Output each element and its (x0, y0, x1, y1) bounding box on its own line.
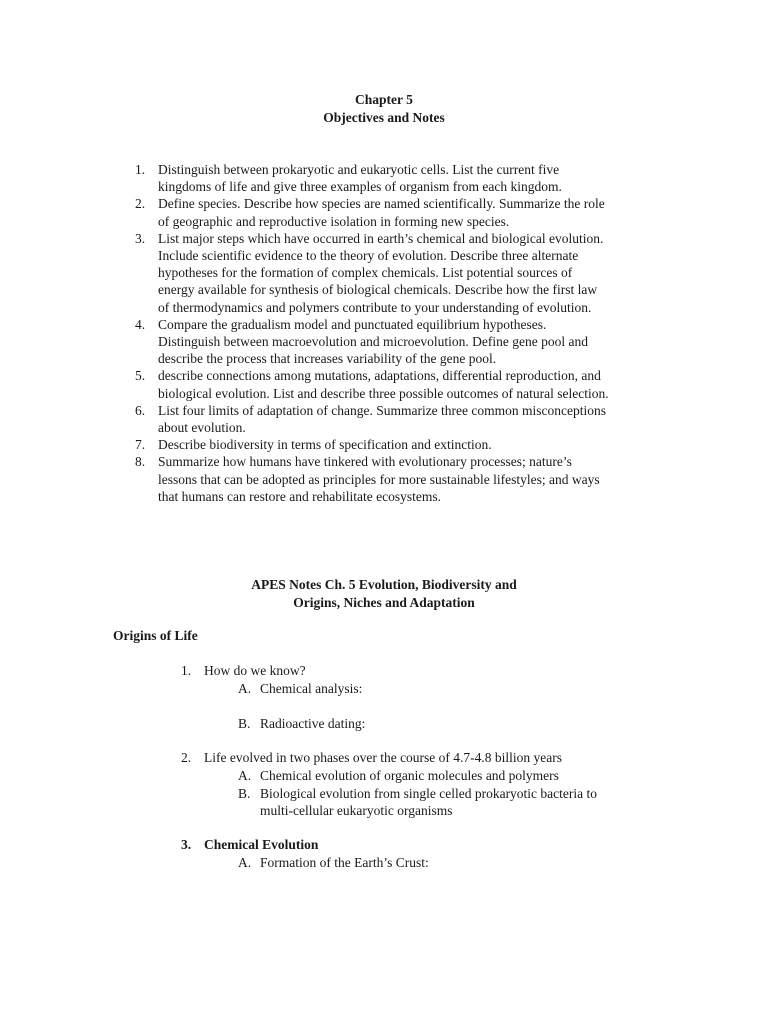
objective-number: 5. (135, 368, 146, 384)
notes-title-line1: APES Notes Ch. 5 Evolution, Biodiversity and (251, 577, 517, 592)
subitem-text: Biological evolution from single celled prokaryotic bacteria to (260, 786, 598, 801)
objective-item (135, 367, 665, 401)
objective-line: Distinguish between prokaryotic and eukaryotic cells. List the current five (158, 162, 560, 177)
objective-number: 1. (135, 162, 146, 177)
objective-item (135, 230, 665, 316)
objective-line: Summarize how humans have tinkered with evolutionary processes; nature’s (158, 454, 572, 470)
subitem-letter: B. (238, 786, 251, 801)
objective-number: 7. (135, 437, 146, 453)
outline-text: Chemical Evolution (204, 837, 319, 852)
objective-item (135, 436, 665, 453)
objective-number: 6. (135, 402, 146, 418)
objective-item (135, 195, 665, 229)
notes-title-line2: Origins, Niches and Adaptation (293, 595, 475, 610)
objective-line: Distinguish between macroevolution and microevolution. Define gene pool and (158, 334, 589, 350)
objectives-list (135, 161, 665, 505)
outline-text: How do we know? (204, 663, 306, 678)
objective-number: 3. (135, 230, 146, 246)
objective-line: energy available for synthesis of biological chemicals. Describe how the first law (158, 282, 598, 298)
chapter-subtitle: Objectives and Notes (323, 110, 445, 125)
objective-number: 4. (135, 316, 146, 332)
objective-line: Define species. Describe how species are named scientifically. Summarize the role (158, 196, 605, 212)
subitem-letter: A. (238, 681, 252, 696)
objective-line: Describe biodiversity in terms of specification and extinction. (158, 437, 492, 453)
section-heading: Origins of Life (113, 628, 198, 643)
objective-number: 2. (135, 196, 146, 212)
objective-line: of thermodynamics and polymers contribute to your understanding of evolution. (158, 299, 592, 315)
objective-line: describe the process that increases variability of the gene pool. (158, 351, 497, 367)
outline-number: 3. (181, 837, 192, 852)
objective-line: List four limits of adaptation of change. Summarize three common misconceptions (158, 402, 607, 418)
objective-line: Include scientific evidence to the theory of evolution. Describe three alternate (158, 248, 579, 264)
subitem-text: Radioactive dating: (260, 716, 366, 731)
outline-text: Life evolved in two phases over the course of 4.7-4.8 billion years (204, 750, 563, 765)
objective-line: lessons that can be adopted as principles for more sustainable lifestyles; and ways (158, 471, 600, 487)
objective-line: of geographic and reproductive isolation in forming new species. (158, 213, 510, 229)
objective-line: about evolution. (158, 420, 246, 436)
subitem-text: Formation of the Earth’s Crust: (260, 855, 429, 870)
objective-item (135, 402, 665, 436)
subitem-letter: A. (238, 855, 252, 870)
objective-line: hypotheses for the formation of complex chemicals. List potential sources of (158, 265, 573, 281)
chapter-title: Chapter 5 (355, 92, 413, 107)
objective-item (135, 453, 665, 505)
objective-item (135, 161, 665, 195)
objective-line: Compare the gradualism model and punctuated equilibrium hypotheses. (158, 316, 547, 332)
subitem-text: Chemical evolution of organic molecules and polymers (260, 768, 559, 783)
outline-number: 1. (181, 663, 192, 678)
subitem-text: multi-cellular eukaryotic organisms (260, 803, 453, 818)
objective-number: 8. (135, 454, 146, 470)
objective-line: describe connections among mutations, adaptations, differential reproduction, and (158, 368, 601, 384)
subitem-text: Chemical analysis: (260, 681, 363, 696)
objective-line: kingdoms of life and give three examples of organism from each kingdom. (158, 179, 562, 195)
subitem-letter: A. (238, 768, 252, 783)
objective-line: List major steps which have occurred in earth’s chemical and biological evolution. (158, 230, 604, 246)
objective-line: that humans can restore and rehabilitate ecosystems. (158, 488, 442, 504)
subitem-letter: B. (238, 716, 251, 731)
outline-number: 2. (181, 750, 192, 765)
objective-line: biological evolution. List and describe three possible outcomes of natural selection. (158, 385, 609, 401)
objective-item (135, 316, 665, 368)
